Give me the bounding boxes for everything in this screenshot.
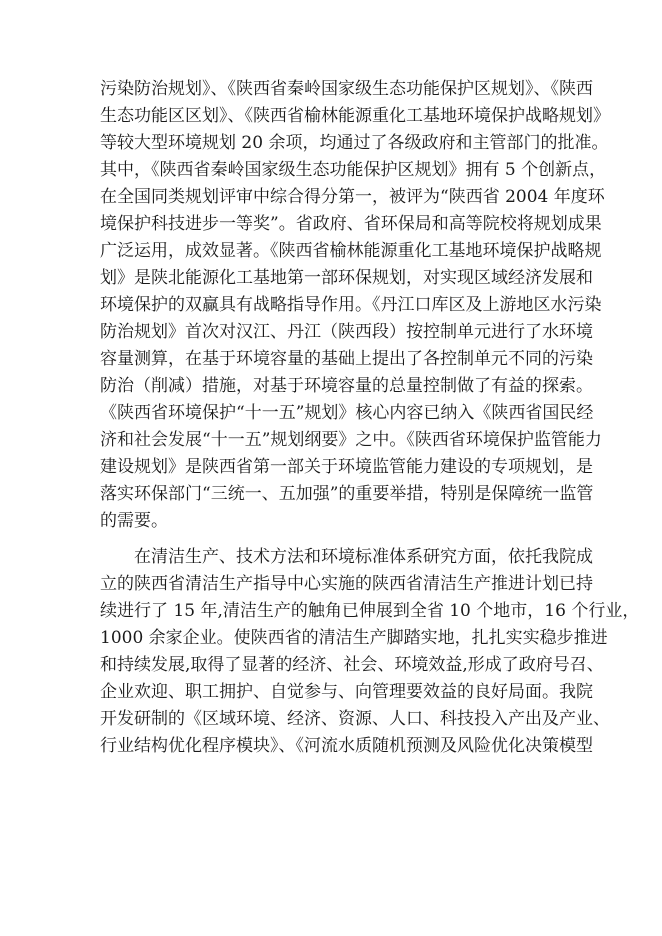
paragraph-spacer [100,535,570,544]
text-line: 境保护科技进步一等奖”。省政府、省环保局和高等院校将规划成果 [100,214,602,234]
text-line: 在清洁生产、技术方法和环境标准体系研究方面，依托我院成 [134,547,593,567]
text-line: 的需要。 [100,511,168,531]
text-line: 落实环保部门“三统一、五加强”的重要举措，特别是保障统一监管 [100,484,594,504]
paragraph-planning [100,76,610,535]
text-line: 广泛运用，成效显著。《陕西省榆林能源重化工基地环境保护战略规 [100,241,602,261]
text-line: 续进行了 15 年,清洁生产的触角已伸展到全省 10 个地市，16 个行业， [100,601,640,621]
text-line: 生态功能区区划》、《陕西省榆林能源重化工基地环境保护战略规划》 [100,106,610,126]
text-line: 1000 余家企业。使陕西省的清洁生产脚踏实地，扎扎实实稳步推进 [100,628,608,648]
text-line: 济和社会发展“十一五”规划纲要》之中。《陕西省环境保护监管能力 [100,430,602,450]
text-line: 等较大型环境规划 20 余项，均通过了各级政府和主管部门的批准。 [100,133,609,153]
text-line: 环境保护的双赢具有战略指导作用。《丹江口库区及上游地区水污染 [100,295,602,315]
body-text [100,76,640,760]
text-line: 开发研制的《区域环境、经济、资源、人口、科技投入产出及产业、 [100,709,610,729]
text-line: 《陕西省环境保护“十一五”规划》核心内容已纳入《陕西省国民经 [100,403,594,423]
text-line: 行业结构优化程序模块》、《河流水质随机预测及风险优化决策模型 [100,736,593,756]
text-line: 划》是陕北能源化工基地第一部环保规划，对实现区域经济发展和 [100,268,593,288]
text-line: 污染防治规划》、《陕西省秦岭国家级生态功能保护区规划》、《陕西 [100,79,593,99]
text-line: 建设规划》是陕西省第一部关于环境监管能力建设的专项规划，是 [100,457,593,477]
text-line: 容量测算，在基于环境容量的基础上提出了各控制单元不同的污染 [100,349,593,369]
text-line: 防治规划》首次对汉江、丹江（陕西段）按控制单元进行了水环境 [100,322,593,342]
text-line: 其中，《陕西省秦岭国家级生态功能保护区规划》拥有 5 个创新点， [100,160,607,180]
text-line: 和持续发展,取得了显著的经济、社会、环境效益,形成了政府号召、 [100,655,604,675]
text-line: 防治（削减）措施，对基于环境容量的总量控制做了有益的探索。 [100,376,593,396]
text-line: 在全国同类规划评审中综合得分第一，被评为“陕西省 2004 年度环 [100,187,605,207]
text-line: 企业欢迎、职工拥护、自觉参与、向管理要效益的良好局面。我院 [100,682,593,702]
paragraph-clean-production [100,544,640,760]
text-line: 立的陕西省清洁生产指导中心实施的陕西省清洁生产推进计划已持 [100,574,593,594]
